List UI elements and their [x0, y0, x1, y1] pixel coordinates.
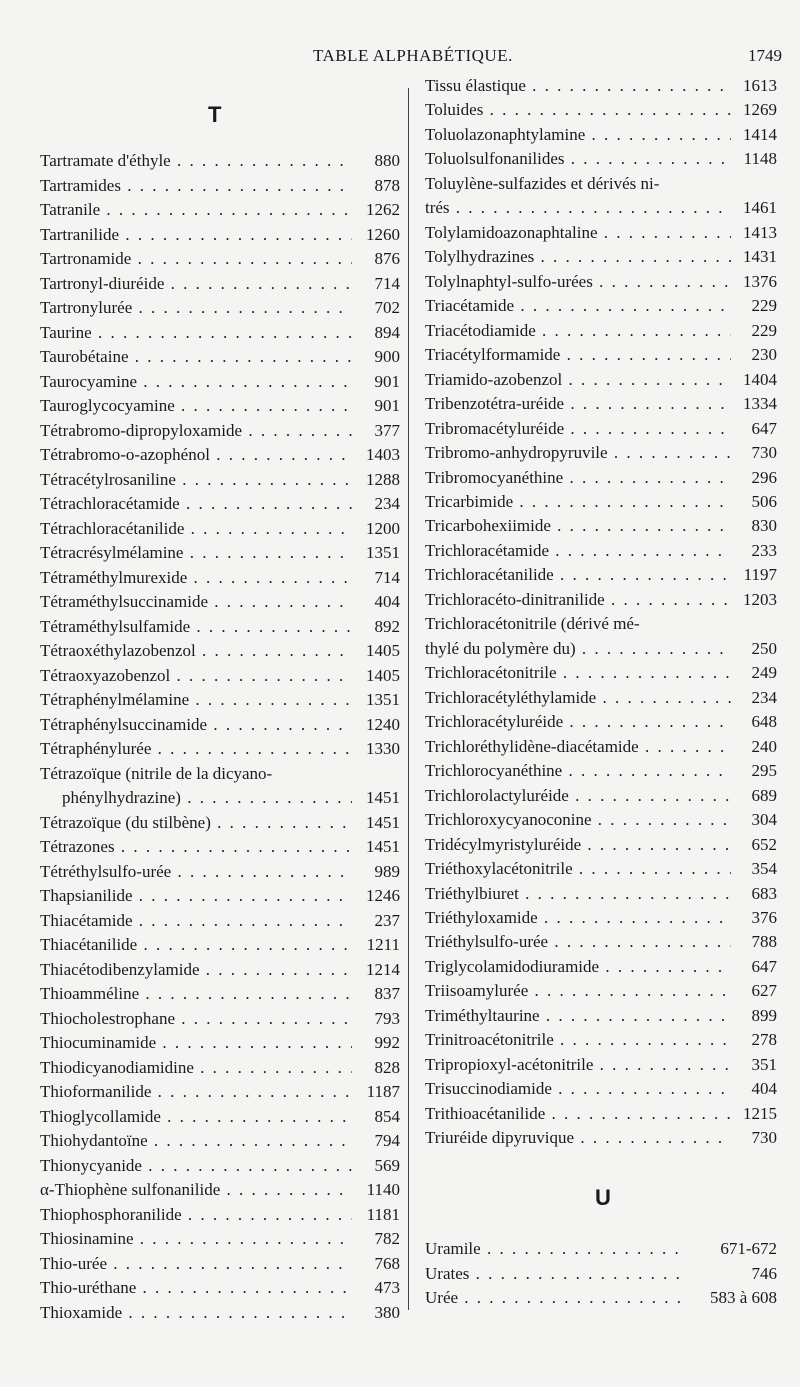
index-entry — [40, 467, 400, 492]
index-page-ref: 250 — [748, 636, 778, 661]
index-term: Tartronamide . . . — [40, 246, 352, 271]
index-term: Trichloréthylidène-diacétamide . . . — [425, 734, 731, 759]
index-entry — [40, 908, 400, 933]
index-term: Thiocholestrophane . . . — [40, 1006, 352, 1031]
index-page-ref: 652 — [748, 832, 778, 857]
index-entry — [40, 1006, 400, 1031]
index-entry — [40, 173, 400, 198]
index-term: Tartramate d'éthyle . . . — [40, 148, 352, 173]
index-term: Thio-uréthane . . . — [40, 1275, 352, 1300]
index-entry — [40, 565, 400, 590]
index-page-ref: 583 à 608 — [706, 1285, 777, 1310]
index-page-ref: 249 — [748, 660, 778, 685]
index-term: Triméthyltaurine . . . — [425, 1003, 731, 1028]
index-entry — [425, 465, 777, 490]
index-entry — [40, 761, 400, 786]
index-entry — [40, 687, 400, 712]
index-term: Tétracétylrosaniline . . . — [40, 467, 352, 492]
index-page-ref: 1260 — [362, 222, 400, 247]
index-page-ref: 900 — [371, 344, 401, 369]
index-entry — [425, 489, 777, 514]
index-term: Tolylamidoazonaphtaline . . . — [425, 220, 731, 245]
running-head — [0, 46, 800, 70]
index-entry — [425, 538, 777, 563]
index-page-ref: 830 — [748, 513, 778, 538]
index-entry — [40, 246, 400, 271]
index-term: Triéthoxylacétonitrile . . . — [425, 856, 731, 881]
index-page-ref: 229 — [748, 293, 778, 318]
index-page-ref: 714 — [371, 271, 401, 296]
index-term: Tricarbimide . . . — [425, 489, 731, 514]
index-entry — [425, 1101, 777, 1126]
index-page-ref: 1404 — [739, 367, 777, 392]
index-term: Tétraméthylsuccinamide . . . — [40, 589, 352, 614]
index-term: trés . . . — [425, 195, 731, 220]
index-page-ref: 837 — [371, 981, 401, 1006]
index-page-ref: 1262 — [362, 197, 400, 222]
index-entry — [425, 73, 777, 98]
index-term: Taurine . . . — [40, 320, 352, 345]
index-entry — [40, 148, 400, 173]
index-page-ref: 229 — [748, 318, 778, 343]
index-term: Trithioacétanilide . . . — [425, 1101, 731, 1126]
index-entry — [40, 418, 400, 443]
index-page-ref: 1187 — [363, 1079, 400, 1104]
index-term: Thiosinamine . . . — [40, 1226, 352, 1251]
index-page-ref: 376 — [748, 905, 778, 930]
index-term: Triamido-azobenzol . . . — [425, 367, 731, 392]
index-page-ref: 230 — [748, 342, 778, 367]
index-page-ref: 647 — [748, 416, 778, 441]
index-term: Trichloracétyléthylamide . . . — [425, 685, 731, 710]
index-page-ref: 901 — [371, 393, 401, 418]
index-term: Trichloracétonitrile . . . — [425, 660, 731, 685]
index-page-ref: 233 — [748, 538, 778, 563]
index-entry — [425, 758, 777, 783]
index-term: Trichloracétamide . . . — [425, 538, 731, 563]
index-entry — [40, 663, 400, 688]
index-entry — [40, 736, 400, 761]
index-page-ref: 854 — [371, 1104, 401, 1129]
index-page-ref: 647 — [748, 954, 778, 979]
index-term: Thioglycollamide . . . — [40, 1104, 352, 1129]
index-term: Triéthylsulfo-urée . . . — [425, 929, 731, 954]
index-term: Triéthyloxamide . . . — [425, 905, 731, 930]
index-term: Tétrazoïque (du stilbène) . . . — [40, 810, 352, 835]
index-entry — [40, 197, 400, 222]
index-entry — [40, 1079, 400, 1104]
index-term: Tatranile . . . — [40, 197, 352, 222]
index-term: Tribenzotétra-uréide . . . — [425, 391, 731, 416]
index-page-ref: 234 — [371, 491, 401, 516]
index-page-ref: 1240 — [362, 712, 400, 737]
index-term: Thapsianilide . . . — [40, 883, 352, 908]
index-page-ref: 1451 — [362, 785, 400, 810]
index-term: Taurobétaine . . . — [40, 344, 352, 369]
index-entry — [40, 932, 400, 957]
index-entry — [425, 171, 777, 196]
index-entry — [425, 978, 777, 1003]
index-entry — [425, 416, 777, 441]
index-term: Urates . . . — [425, 1261, 685, 1286]
index-entry — [40, 810, 400, 835]
index-entry — [40, 1128, 400, 1153]
index-term: Tridécylmyristyluréide . . . — [425, 832, 731, 857]
index-term: Thio-urée . . . — [40, 1251, 352, 1276]
index-page-ref: 1214 — [362, 957, 400, 982]
index-entry — [425, 1285, 777, 1310]
index-page-ref: 1461 — [739, 195, 777, 220]
index-page-ref: 1451 — [362, 810, 400, 835]
index-entry — [425, 1236, 777, 1261]
index-term: Toluolsulfonanilides . . . — [425, 146, 731, 171]
index-entry — [40, 1177, 400, 1202]
index-term: Triglycolamidodiuramide . . . — [425, 954, 731, 979]
index-term: Thioamméline . . . — [40, 981, 352, 1006]
index-term: Tribromocyanéthine . . . — [425, 465, 731, 490]
index-entry — [425, 929, 777, 954]
index-term: Tétrachloracétanilide . . . — [40, 516, 352, 541]
index-page-ref: 1405 — [362, 638, 400, 663]
index-term: Tribromacétyluréide . . . — [425, 416, 731, 441]
index-term: Tétrabromo-dipropyloxamide . . . — [40, 418, 352, 443]
index-page-ref: 746 — [748, 1261, 778, 1286]
index-page-ref: 351 — [748, 1052, 778, 1077]
index-entry — [425, 97, 777, 122]
index-term: Tétraméthylmurexide . . . — [40, 565, 352, 590]
index-entry — [425, 367, 777, 392]
index-page-ref: 1431 — [739, 244, 777, 269]
page-number: 1749 — [748, 46, 782, 65]
index-term: Thiacétanilide . . . — [40, 932, 352, 957]
index-page-ref: 648 — [748, 709, 778, 734]
index-term: Thionycyanide . . . — [40, 1153, 352, 1178]
index-entry — [40, 834, 400, 859]
index-page-ref: 702 — [371, 295, 401, 320]
index-entry — [425, 660, 777, 685]
index-page-ref: 296 — [748, 465, 778, 490]
index-entry — [425, 587, 777, 612]
index-page-ref: 876 — [371, 246, 401, 271]
index-term: Tétraméthylsulfamide . . . — [40, 614, 352, 639]
index-entry — [40, 442, 400, 467]
index-term: Thioformanilide . . . — [40, 1079, 352, 1104]
index-page-ref: 1414 — [739, 122, 777, 147]
index-term: Triéthylbiuret . . . — [425, 881, 731, 906]
index-entry — [40, 540, 400, 565]
index-page-ref: 1203 — [739, 587, 777, 612]
index-page-ref: 1215 — [739, 1101, 777, 1126]
index-term: Trinitroacétonitrile . . . — [425, 1027, 731, 1052]
index-page-ref: 1181 — [363, 1202, 400, 1227]
index-entry — [425, 905, 777, 930]
index-term: Tétraphénylmélamine . . . — [40, 687, 352, 712]
index-entry — [425, 954, 777, 979]
index-term: Tartranilide . . . — [40, 222, 352, 247]
index-term: Thiacétamide . . . — [40, 908, 352, 933]
index-term: Triuréide dipyruvique . . . — [425, 1125, 731, 1150]
index-term: Tartramides . . . — [40, 173, 352, 198]
index-page-ref: 878 — [371, 173, 401, 198]
index-page-ref: 380 — [371, 1300, 401, 1325]
index-page-ref: 473 — [371, 1275, 401, 1300]
index-page-ref: 683 — [748, 881, 778, 906]
index-entry — [425, 195, 777, 220]
index-page-ref: 768 — [371, 1251, 401, 1276]
index-page-ref: 278 — [748, 1027, 778, 1052]
index-term: Tissu élastique . . . — [425, 73, 731, 98]
index-entry — [40, 1226, 400, 1251]
index-entry — [40, 859, 400, 884]
index-page-ref: 793 — [371, 1006, 401, 1031]
index-term: Trichloroxycyanoconine . . . — [425, 807, 731, 832]
index-page-ref: 671-672 — [716, 1236, 777, 1261]
index-entry — [40, 271, 400, 296]
index-page-ref: 295 — [748, 758, 778, 783]
index-term: Taurocyamine . . . — [40, 369, 352, 394]
index-entry — [425, 342, 777, 367]
index-term: Trichlorolactyluréide . . . — [425, 783, 731, 808]
index-term: Tricarbohexiimide . . . — [425, 513, 731, 538]
index-term: Tétraoxyazobenzol . . . — [40, 663, 352, 688]
index-entry — [40, 222, 400, 247]
index-term: Thiohydantoïne . . . — [40, 1128, 352, 1153]
index-term: Triacétodiamide . . . — [425, 318, 731, 343]
index-term: Tribromo-anhydropyruvile . . . — [425, 440, 731, 465]
index-term: Triisoamylurée . . . — [425, 978, 731, 1003]
index-entry — [425, 293, 777, 318]
index-page-ref: 1288 — [362, 467, 400, 492]
index-term: Triacétamide . . . — [425, 293, 731, 318]
index-page-ref: 354 — [748, 856, 778, 881]
index-page-ref: 1211 — [363, 932, 400, 957]
index-term: Tétraoxéthylazobenzol . . . — [40, 638, 352, 663]
index-entry — [425, 636, 777, 661]
index-term: Tétrabromo-o-azophénol . . . — [40, 442, 352, 467]
index-entry — [425, 391, 777, 416]
index-page-ref: 569 — [371, 1153, 401, 1178]
index-term: Triacétylformamide . . . — [425, 342, 731, 367]
index-term: Tétraphénylsuccinamide . . . — [40, 712, 352, 737]
index-term: Tétraphénylurée . . . — [40, 736, 352, 761]
index-entry — [425, 807, 777, 832]
index-entry — [425, 562, 777, 587]
index-page-ref: 1246 — [362, 883, 400, 908]
section-letter-t: T — [208, 102, 222, 127]
index-entry — [425, 1027, 777, 1052]
index-term: Thioxamide . . . — [40, 1300, 352, 1325]
index-entry — [40, 589, 400, 614]
index-page-ref: 1351 — [362, 687, 400, 712]
running-title: TABLE ALPHABÉTIQUE. — [313, 46, 513, 65]
index-entry — [425, 685, 777, 710]
index-term: α-Thiophène sulfonanilide . . . — [40, 1177, 352, 1202]
index-term: Tauroglycocyamine . . . — [40, 393, 352, 418]
index-page-ref: 1200 — [362, 516, 400, 541]
index-page-ref: 730 — [748, 440, 778, 465]
index-entry — [40, 614, 400, 639]
index-page-ref: 1351 — [362, 540, 400, 565]
index-entry — [40, 1030, 400, 1055]
index-term: Tartronylurée . . . — [40, 295, 352, 320]
index-page-ref: 627 — [748, 978, 778, 1003]
index-term: Trichloracétanilide . . . — [425, 562, 731, 587]
index-entry — [425, 122, 777, 147]
index-page-ref: 1451 — [362, 834, 400, 859]
index-entry — [425, 1052, 777, 1077]
index-page-ref: 794 — [371, 1128, 401, 1153]
index-entry — [40, 1055, 400, 1080]
index-page-ref: 989 — [371, 859, 401, 884]
index-page-ref: 782 — [371, 1226, 401, 1251]
index-page-ref: 828 — [371, 1055, 401, 1080]
index-page-ref: 1403 — [362, 442, 400, 467]
index-term: Uramile . . . — [425, 1236, 685, 1261]
index-page-ref: 1269 — [739, 97, 777, 122]
index-entry — [425, 1125, 777, 1150]
index-page-ref: 506 — [748, 489, 778, 514]
index-term: phénylhydrazine) . . . — [40, 785, 352, 810]
index-page-ref: 899 — [748, 1003, 778, 1028]
index-entry — [425, 269, 777, 294]
index-entry — [425, 244, 777, 269]
index-page-ref: 901 — [371, 369, 401, 394]
index-page-ref: 377 — [371, 418, 401, 443]
index-entry — [40, 883, 400, 908]
index-entry — [40, 393, 400, 418]
index-entry — [425, 856, 777, 881]
index-page-ref: 1405 — [362, 663, 400, 688]
index-entry — [40, 295, 400, 320]
index-entry — [425, 513, 777, 538]
index-entry — [425, 709, 777, 734]
index-entry — [425, 881, 777, 906]
index-entry — [40, 712, 400, 737]
index-page-ref: 1148 — [740, 146, 777, 171]
index-term: Tartronyl-diuréide . . . — [40, 271, 352, 296]
index-entry — [425, 1003, 777, 1028]
index-term: Trisuccinodiamide . . . — [425, 1076, 731, 1101]
index-page-ref: 1613 — [739, 73, 777, 98]
index-entry — [40, 785, 400, 810]
index-entry — [425, 146, 777, 171]
index-entry — [425, 318, 777, 343]
index-entry — [40, 344, 400, 369]
index-page-ref: 894 — [371, 320, 401, 345]
index-term: Tétrazoïque (nitrile de la dicyano- — [40, 763, 273, 783]
index-entry — [40, 369, 400, 394]
column-rule — [408, 88, 409, 1310]
index-term: Toluides . . . — [425, 97, 731, 122]
index-term: Urée . . . — [425, 1285, 685, 1310]
index-term: Tripropioxyl-acétonitrile . . . — [425, 1052, 731, 1077]
index-term: Tétrachloracétamide . . . — [40, 491, 352, 516]
index-term: Tétréthylsulfo-urée . . . — [40, 859, 352, 884]
index-entry — [40, 1275, 400, 1300]
index-term: Thiocuminamide . . . — [40, 1030, 352, 1055]
index-page-ref: 892 — [371, 614, 401, 639]
index-page-ref: 689 — [748, 783, 778, 808]
index-page-ref: 730 — [748, 1125, 778, 1150]
index-term: Trichloracétonitrile (dérivé mé- — [425, 614, 640, 634]
index-entry — [40, 1300, 400, 1325]
index-page-ref: 788 — [748, 929, 778, 954]
index-term: Thiacétodibenzylamide . . . — [40, 957, 352, 982]
index-page-ref: 1197 — [740, 562, 777, 587]
section-letter-u: U — [595, 1185, 611, 1210]
index-term: Trichloracéto-dinitranilide . . . — [425, 587, 731, 612]
index-entry — [425, 783, 777, 808]
index-entry — [40, 1251, 400, 1276]
index-term: thylé du polymère du) . . . — [425, 636, 731, 661]
index-page-ref: 234 — [748, 685, 778, 710]
index-page-ref: 1334 — [739, 391, 777, 416]
index-term: Toluolazonaphtylamine . . . — [425, 122, 731, 147]
index-entry — [425, 832, 777, 857]
index-page-ref: 1140 — [363, 1177, 400, 1202]
index-entry — [40, 1202, 400, 1227]
index-term: Trichlorocyanéthine . . . — [425, 758, 731, 783]
index-entry — [425, 1076, 777, 1101]
index-term: Tétrazones . . . — [40, 834, 352, 859]
index-entry — [40, 1153, 400, 1178]
index-page-ref: 1413 — [739, 220, 777, 245]
index-page-ref: 404 — [371, 589, 401, 614]
index-entry — [425, 611, 777, 636]
index-page-ref: 404 — [748, 1076, 778, 1101]
index-page-ref: 1330 — [362, 736, 400, 761]
index-term: Tolylnaphtyl-sulfo-urées . . . — [425, 269, 731, 294]
index-entry — [425, 220, 777, 245]
index-term: Toluylène-sulfazides et dérivés ni- — [425, 173, 660, 193]
index-page-ref: 992 — [371, 1030, 401, 1055]
index-entry — [425, 734, 777, 759]
index-page-ref: 1376 — [739, 269, 777, 294]
index-entry — [40, 516, 400, 541]
index-entry — [40, 981, 400, 1006]
index-entry — [40, 638, 400, 663]
index-page-ref: 880 — [371, 148, 401, 173]
index-page-ref: 237 — [371, 908, 401, 933]
index-entry — [40, 957, 400, 982]
index-term: Thiodicyanodiamidine . . . — [40, 1055, 352, 1080]
index-entry — [40, 1104, 400, 1129]
index-page-ref: 714 — [371, 565, 401, 590]
index-page-ref: 240 — [748, 734, 778, 759]
index-term: Thiophosphoranilide . . . — [40, 1202, 352, 1227]
index-page-ref: 304 — [748, 807, 778, 832]
index-entry — [40, 320, 400, 345]
index-term: Tolylhydrazines . . . — [425, 244, 731, 269]
index-term: Trichloracétyluréide . . . — [425, 709, 731, 734]
index-entry — [425, 440, 777, 465]
index-term: Tétracrésylmélamine . . . — [40, 540, 352, 565]
index-entry — [425, 1261, 777, 1286]
index-entry — [40, 491, 400, 516]
